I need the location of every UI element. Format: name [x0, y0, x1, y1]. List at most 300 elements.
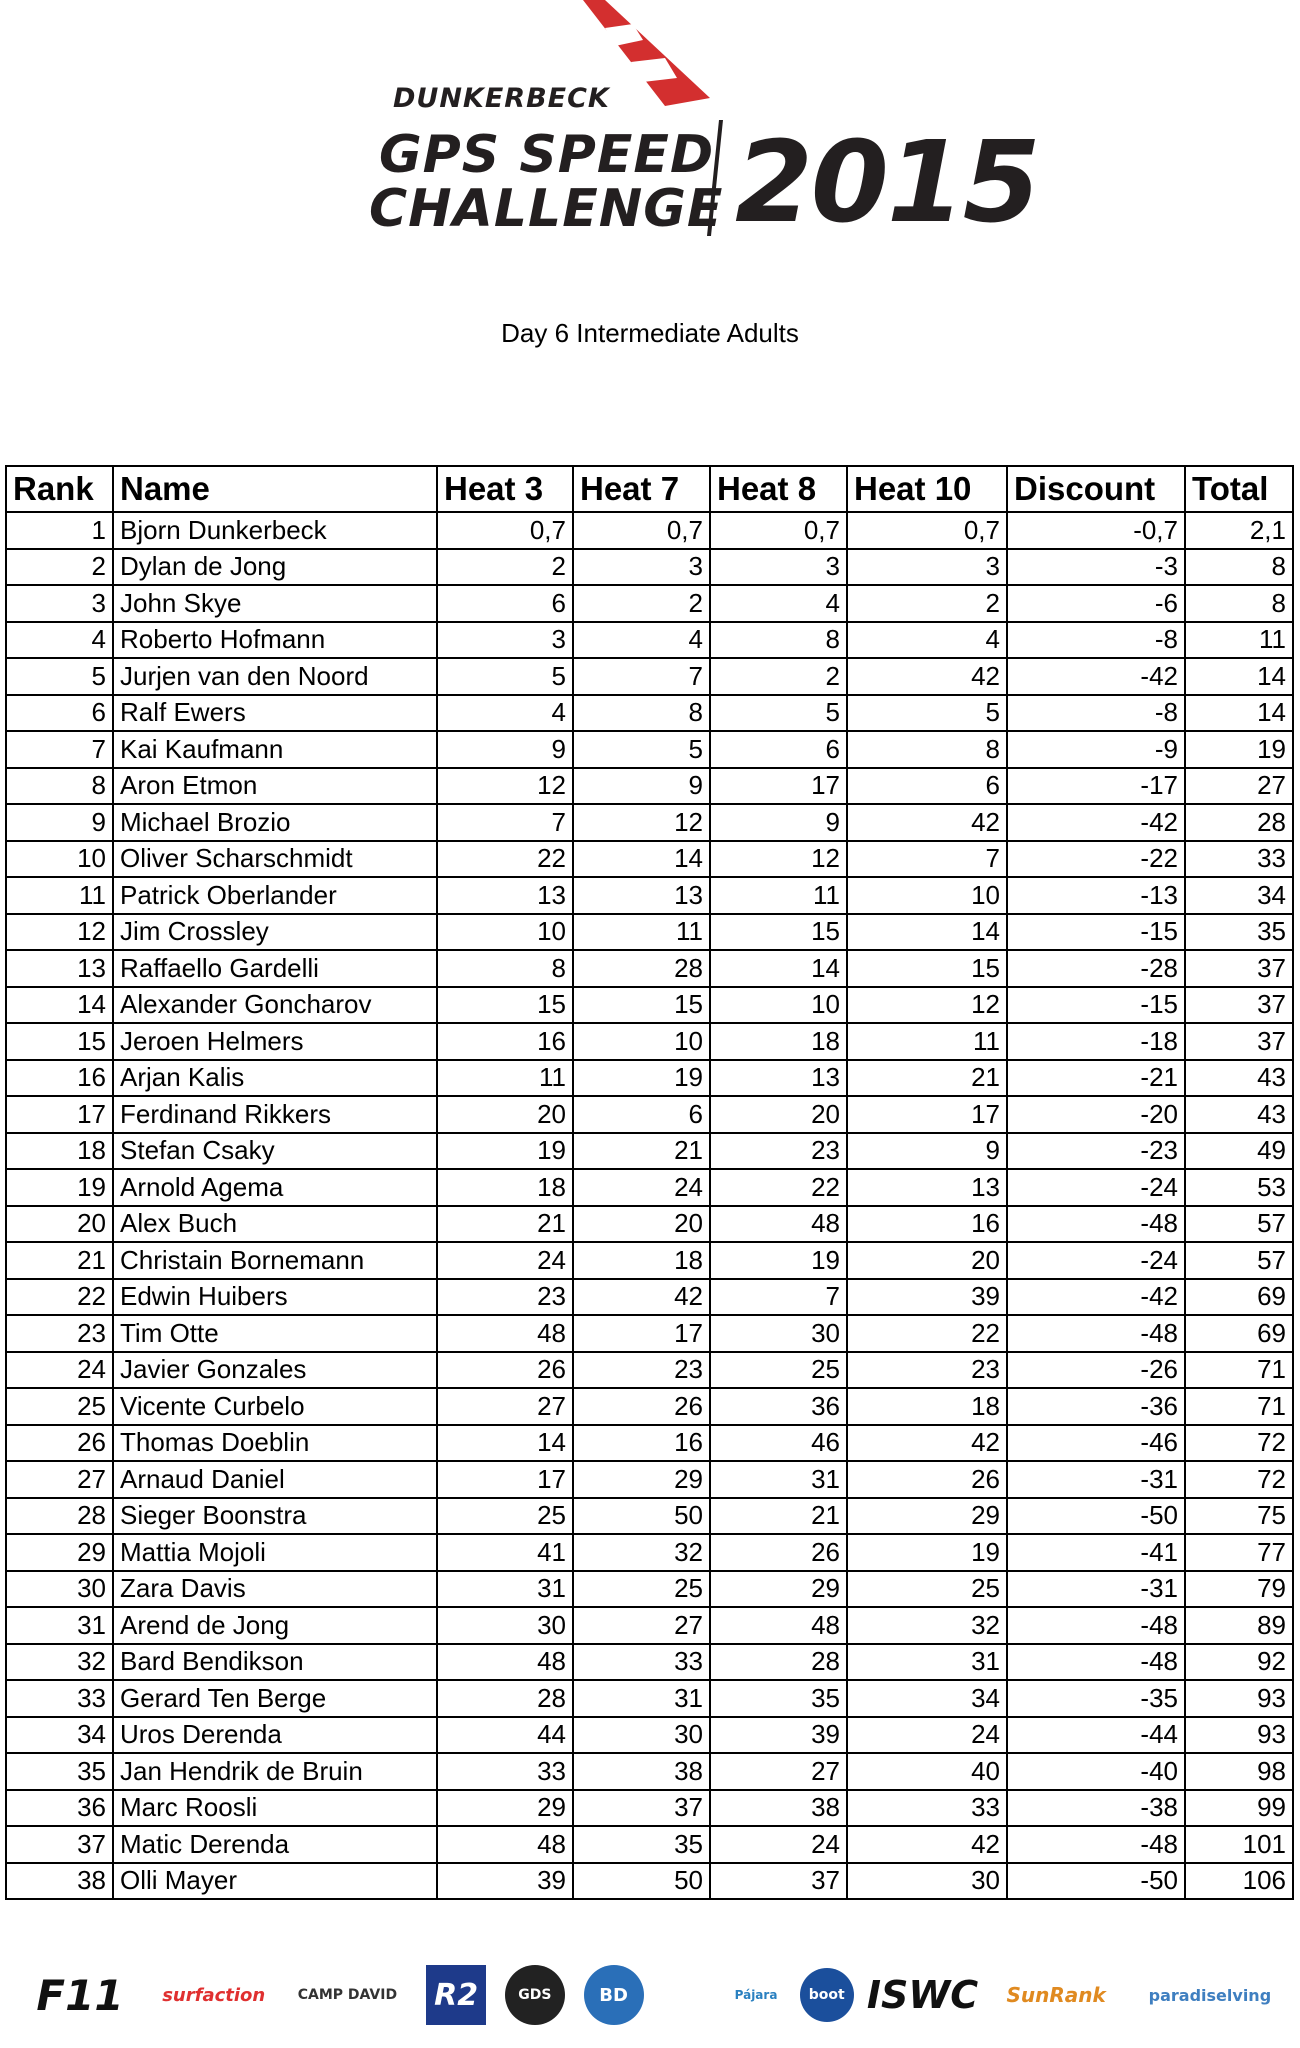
table-row [6, 1388, 1293, 1425]
table-row [6, 1534, 1293, 1571]
value-cell: 20 [573, 1206, 710, 1243]
value-cell: 26 [847, 1461, 1007, 1498]
table-row [6, 1023, 1293, 1060]
value-cell: 36 [6, 1790, 113, 1827]
value-cell: 1 [6, 512, 113, 549]
value-cell: 27 [573, 1607, 710, 1644]
bd-school-logo-icon: BD [584, 1965, 644, 2025]
value-cell: 7 [847, 841, 1007, 878]
value-cell: -15 [1007, 914, 1185, 951]
table-header-row [6, 466, 1293, 512]
value-cell: -42 [1007, 804, 1185, 841]
value-cell: 9 [847, 1133, 1007, 1170]
table-row [6, 1826, 1293, 1863]
pajara-logo-icon: Pájara [734, 1988, 778, 2002]
value-cell: -48 [1007, 1315, 1185, 1352]
name-cell: Ferdinand Rikkers [113, 1096, 437, 1133]
value-cell: 12 [847, 987, 1007, 1024]
value-cell: 26 [573, 1388, 710, 1425]
value-cell: 6 [710, 731, 847, 768]
value-cell: 5 [6, 658, 113, 695]
value-cell: 17 [710, 768, 847, 805]
value-cell: 8 [710, 622, 847, 659]
value-cell: 17 [847, 1096, 1007, 1133]
name-cell: Arnold Agema [113, 1169, 437, 1206]
name-cell: Olli Mayer [113, 1863, 437, 1900]
value-cell: 6 [6, 695, 113, 732]
value-cell: 32 [573, 1534, 710, 1571]
column-header: Discount [1007, 466, 1185, 512]
event-logo [365, 0, 1039, 250]
table-row [6, 804, 1293, 841]
name-cell: Marc Roosli [113, 1790, 437, 1827]
value-cell: -24 [1007, 1242, 1185, 1279]
value-cell: 21 [573, 1133, 710, 1170]
table-row [6, 877, 1293, 914]
value-cell: -38 [1007, 1790, 1185, 1827]
value-cell: -48 [1007, 1607, 1185, 1644]
value-cell: 20 [437, 1096, 573, 1133]
value-cell: -50 [1007, 1498, 1185, 1535]
value-cell: 89 [1185, 1607, 1293, 1644]
value-cell: 33 [1185, 841, 1293, 878]
table-row [6, 768, 1293, 805]
value-cell: 0,7 [710, 512, 847, 549]
value-cell: 53 [1185, 1169, 1293, 1206]
name-cell: Uros Derenda [113, 1717, 437, 1754]
sun-logo-icon: SunRank [1006, 1983, 1106, 2007]
table-row [6, 1060, 1293, 1097]
value-cell: 43 [1185, 1060, 1293, 1097]
value-cell: 48 [710, 1206, 847, 1243]
value-cell: 30 [573, 1717, 710, 1754]
value-cell: 11 [437, 1060, 573, 1097]
column-header: Heat 3 [437, 466, 573, 512]
table-row [6, 549, 1293, 586]
table-row [6, 731, 1293, 768]
value-cell: 3 [6, 585, 113, 622]
value-cell: -42 [1007, 658, 1185, 695]
value-cell: 26 [437, 1352, 573, 1389]
value-cell: 3 [847, 549, 1007, 586]
table-row [6, 1242, 1293, 1279]
value-cell: 24 [6, 1352, 113, 1389]
palm-logo-icon [662, 1970, 712, 2020]
table-row [6, 1644, 1293, 1681]
value-cell: 4 [710, 585, 847, 622]
value-cell: 0,7 [437, 512, 573, 549]
name-cell: Jan Hendrik de Bruin [113, 1753, 437, 1790]
value-cell: 9 [573, 768, 710, 805]
name-cell: Vicente Curbelo [113, 1388, 437, 1425]
value-cell: -46 [1007, 1425, 1185, 1462]
value-cell: 13 [573, 877, 710, 914]
value-cell: 37 [1185, 987, 1293, 1024]
value-cell: 5 [847, 695, 1007, 732]
value-cell: 28 [573, 950, 710, 987]
value-cell: 14 [1185, 695, 1293, 732]
value-cell: 40 [847, 1753, 1007, 1790]
value-cell: -8 [1007, 622, 1185, 659]
value-cell: 22 [847, 1315, 1007, 1352]
value-cell: 71 [1185, 1388, 1293, 1425]
name-cell: Sieger Boonstra [113, 1498, 437, 1535]
value-cell: 13 [6, 950, 113, 987]
value-cell: 39 [437, 1863, 573, 1900]
value-cell: 0,7 [847, 512, 1007, 549]
value-cell: 15 [847, 950, 1007, 987]
name-cell: Kai Kaufmann [113, 731, 437, 768]
value-cell: 4 [437, 695, 573, 732]
table-row [6, 1169, 1293, 1206]
value-cell: 6 [573, 1096, 710, 1133]
value-cell: -13 [1007, 877, 1185, 914]
table-row [6, 1279, 1293, 1316]
value-cell: 10 [573, 1023, 710, 1060]
name-cell: Jurjen van den Noord [113, 658, 437, 695]
column-header: Total [1185, 466, 1293, 512]
value-cell: 42 [847, 1826, 1007, 1863]
value-cell: 31 [437, 1571, 573, 1608]
value-cell: 93 [1185, 1680, 1293, 1717]
table-row [6, 1096, 1293, 1133]
value-cell: 38 [573, 1753, 710, 1790]
value-cell: 15 [6, 1023, 113, 1060]
name-cell: Ralf Ewers [113, 695, 437, 732]
table-row [6, 1498, 1293, 1535]
value-cell: 42 [573, 1279, 710, 1316]
value-cell: 37 [573, 1790, 710, 1827]
table-row [6, 1863, 1293, 1900]
value-cell: 28 [710, 1644, 847, 1681]
value-cell: -17 [1007, 768, 1185, 805]
value-cell: 38 [710, 1790, 847, 1827]
value-cell: 32 [847, 1607, 1007, 1644]
value-cell: 19 [847, 1534, 1007, 1571]
value-cell: -24 [1007, 1169, 1185, 1206]
value-cell: -42 [1007, 1279, 1185, 1316]
value-cell: 2 [437, 549, 573, 586]
value-cell: 7 [437, 804, 573, 841]
table-row [6, 1571, 1293, 1608]
value-cell: 35 [1185, 914, 1293, 951]
table-row [6, 1753, 1293, 1790]
value-cell: -9 [1007, 731, 1185, 768]
value-cell: 23 [437, 1279, 573, 1316]
name-cell: Gerard Ten Berge [113, 1680, 437, 1717]
value-cell: 50 [573, 1863, 710, 1900]
value-cell: 48 [437, 1826, 573, 1863]
value-cell: -20 [1007, 1096, 1185, 1133]
value-cell: 14 [437, 1425, 573, 1462]
value-cell: 42 [847, 804, 1007, 841]
value-cell: 29 [573, 1461, 710, 1498]
value-cell: 2 [847, 585, 1007, 622]
value-cell: -15 [1007, 987, 1185, 1024]
value-cell: 24 [710, 1826, 847, 1863]
value-cell: 14 [573, 841, 710, 878]
value-cell: 50 [573, 1498, 710, 1535]
value-cell: 48 [437, 1644, 573, 1681]
value-cell: 33 [6, 1680, 113, 1717]
value-cell: 4 [573, 622, 710, 659]
value-cell: 42 [847, 1425, 1007, 1462]
value-cell: 72 [1185, 1461, 1293, 1498]
value-cell: 39 [847, 1279, 1007, 1316]
value-cell: 2 [6, 549, 113, 586]
value-cell: 20 [710, 1096, 847, 1133]
value-cell: 16 [6, 1060, 113, 1097]
value-cell: 19 [1185, 731, 1293, 768]
value-cell: 8 [573, 695, 710, 732]
value-cell: 37 [6, 1826, 113, 1863]
name-cell: Jim Crossley [113, 914, 437, 951]
value-cell: 33 [437, 1753, 573, 1790]
value-cell: 29 [437, 1790, 573, 1827]
value-cell: 23 [710, 1133, 847, 1170]
results-table [5, 465, 1294, 1900]
table-row [6, 512, 1293, 549]
value-cell: 18 [710, 1023, 847, 1060]
value-cell: 30 [437, 1607, 573, 1644]
value-cell: 41 [437, 1534, 573, 1571]
value-cell: 28 [6, 1498, 113, 1535]
name-cell: Tim Otte [113, 1315, 437, 1352]
value-cell: 10 [847, 877, 1007, 914]
name-cell: Bard Bendikson [113, 1644, 437, 1681]
value-cell: 25 [573, 1571, 710, 1608]
value-cell: 9 [437, 731, 573, 768]
table-row [6, 622, 1293, 659]
value-cell: 15 [710, 914, 847, 951]
value-cell: 29 [710, 1571, 847, 1608]
value-cell: 44 [437, 1717, 573, 1754]
table-row [6, 585, 1293, 622]
value-cell: 26 [710, 1534, 847, 1571]
value-cell: 16 [847, 1206, 1007, 1243]
value-cell: -44 [1007, 1717, 1185, 1754]
name-cell: Matic Derenda [113, 1826, 437, 1863]
value-cell: 24 [437, 1242, 573, 1279]
value-cell: 49 [1185, 1133, 1293, 1170]
value-cell: -35 [1007, 1680, 1185, 1717]
table-row [6, 987, 1293, 1024]
value-cell: 37 [1185, 1023, 1293, 1060]
value-cell: 0,7 [573, 512, 710, 549]
value-cell: 37 [710, 1863, 847, 1900]
column-header: Heat 10 [847, 466, 1007, 512]
value-cell: 27 [6, 1461, 113, 1498]
table-body [6, 512, 1293, 1899]
value-cell: 46 [710, 1425, 847, 1462]
name-cell: Alexander Goncharov [113, 987, 437, 1024]
value-cell: 13 [437, 877, 573, 914]
value-cell: 34 [1185, 877, 1293, 914]
value-cell: 101 [1185, 1826, 1293, 1863]
value-cell: 9 [710, 804, 847, 841]
value-cell: 33 [573, 1644, 710, 1681]
value-cell: -21 [1007, 1060, 1185, 1097]
value-cell: 29 [847, 1498, 1007, 1535]
camp-david-logo-icon: CAMP DAVID [297, 1987, 398, 2003]
value-cell: 11 [710, 877, 847, 914]
value-cell: 37 [1185, 950, 1293, 987]
value-cell: -31 [1007, 1461, 1185, 1498]
name-cell: Arnaud Daniel [113, 1461, 437, 1498]
value-cell: 25 [6, 1388, 113, 1425]
value-cell: 106 [1185, 1863, 1293, 1900]
value-cell: 26 [6, 1425, 113, 1462]
value-cell: 31 [573, 1680, 710, 1717]
value-cell: 10 [6, 841, 113, 878]
value-cell: 2 [710, 658, 847, 695]
table-row [6, 1790, 1293, 1827]
value-cell: -8 [1007, 695, 1185, 732]
sponsor-bar [20, 1955, 1280, 2035]
value-cell: 11 [847, 1023, 1007, 1060]
value-cell: 34 [6, 1717, 113, 1754]
value-cell: 72 [1185, 1425, 1293, 1462]
value-cell: 31 [6, 1607, 113, 1644]
name-cell: Bjorn Dunkerbeck [113, 512, 437, 549]
logo-line-1: GPS SPEED [379, 125, 715, 185]
round-logo-icon: GDS [505, 1965, 565, 2025]
value-cell: 17 [573, 1315, 710, 1352]
page-subtitle: Day 6 Intermediate Adults [501, 318, 799, 348]
name-cell: Arend de Jong [113, 1607, 437, 1644]
value-cell: 10 [710, 987, 847, 1024]
value-cell: 32 [6, 1644, 113, 1681]
boot-logo-icon: boot [800, 1968, 854, 2022]
name-cell: Christain Bornemann [113, 1242, 437, 1279]
value-cell: 8 [6, 768, 113, 805]
value-cell: 13 [847, 1169, 1007, 1206]
value-cell: 15 [437, 987, 573, 1024]
value-cell: -28 [1007, 950, 1185, 987]
value-cell: 79 [1185, 1571, 1293, 1608]
logo-year: 2015 [735, 118, 1039, 248]
value-cell: 19 [437, 1133, 573, 1170]
value-cell: -48 [1007, 1644, 1185, 1681]
table-row [6, 658, 1293, 695]
value-cell: 39 [710, 1717, 847, 1754]
name-cell: Stefan Csaky [113, 1133, 437, 1170]
value-cell: 4 [847, 622, 1007, 659]
value-cell: -48 [1007, 1826, 1185, 1863]
value-cell: 22 [710, 1169, 847, 1206]
value-cell: 24 [847, 1717, 1007, 1754]
name-cell: Aron Etmon [113, 768, 437, 805]
value-cell: 20 [6, 1206, 113, 1243]
value-cell: -41 [1007, 1534, 1185, 1571]
value-cell: 75 [1185, 1498, 1293, 1535]
value-cell: 99 [1185, 1790, 1293, 1827]
value-cell: 6 [847, 768, 1007, 805]
value-cell: 12 [6, 914, 113, 951]
value-cell: 48 [437, 1315, 573, 1352]
value-cell: 31 [710, 1461, 847, 1498]
value-cell: 77 [1185, 1534, 1293, 1571]
value-cell: 27 [437, 1388, 573, 1425]
value-cell: 15 [573, 987, 710, 1024]
value-cell: 18 [437, 1169, 573, 1206]
value-cell: 28 [437, 1680, 573, 1717]
value-cell: -22 [1007, 841, 1185, 878]
value-cell: 34 [847, 1680, 1007, 1717]
table-row [6, 695, 1293, 732]
value-cell: 24 [573, 1169, 710, 1206]
value-cell: 93 [1185, 1717, 1293, 1754]
value-cell: 25 [710, 1352, 847, 1389]
value-cell: 7 [6, 731, 113, 768]
value-cell: 17 [437, 1461, 573, 1498]
table-row [6, 1607, 1293, 1644]
value-cell: 92 [1185, 1644, 1293, 1681]
value-cell: 30 [710, 1315, 847, 1352]
column-header: Heat 7 [573, 466, 710, 512]
value-cell: 21 [437, 1206, 573, 1243]
value-cell: 69 [1185, 1279, 1293, 1316]
name-cell: Thomas Doeblin [113, 1425, 437, 1462]
table-row [6, 1315, 1293, 1352]
value-cell: 35 [573, 1826, 710, 1863]
value-cell: 17 [6, 1096, 113, 1133]
value-cell: 16 [437, 1023, 573, 1060]
value-cell: 18 [573, 1242, 710, 1279]
name-cell: Arjan Kalis [113, 1060, 437, 1097]
value-cell: 3 [710, 549, 847, 586]
value-cell: 33 [847, 1790, 1007, 1827]
name-cell: Michael Brozio [113, 804, 437, 841]
table-row [6, 1461, 1293, 1498]
value-cell: 8 [847, 731, 1007, 768]
value-cell: 3 [573, 549, 710, 586]
value-cell: -31 [1007, 1571, 1185, 1608]
value-cell: 5 [710, 695, 847, 732]
value-cell: 18 [847, 1388, 1007, 1425]
value-cell: -26 [1007, 1352, 1185, 1389]
value-cell: 25 [437, 1498, 573, 1535]
table-row [6, 1133, 1293, 1170]
value-cell: 12 [573, 804, 710, 841]
name-cell: Dylan de Jong [113, 549, 437, 586]
value-cell: 21 [710, 1498, 847, 1535]
value-cell: 20 [847, 1242, 1007, 1279]
value-cell: 43 [1185, 1096, 1293, 1133]
value-cell: 98 [1185, 1753, 1293, 1790]
value-cell: 57 [1185, 1206, 1293, 1243]
value-cell: 9 [6, 804, 113, 841]
value-cell: 13 [710, 1060, 847, 1097]
value-cell: 6 [437, 585, 573, 622]
name-cell: Jeroen Helmers [113, 1023, 437, 1060]
value-cell: 2,1 [1185, 512, 1293, 549]
value-cell: -23 [1007, 1133, 1185, 1170]
value-cell: -18 [1007, 1023, 1185, 1060]
paradise-logo-icon: paradiselving [1148, 1985, 1272, 2005]
logo-line-2: CHALLENGE [369, 179, 724, 239]
logo-divider [705, 120, 725, 240]
logo-brand: DUNKERBECK [393, 83, 610, 114]
value-cell: 69 [1185, 1315, 1293, 1352]
value-cell: 5 [437, 658, 573, 695]
value-cell: 71 [1185, 1352, 1293, 1389]
value-cell: 42 [847, 658, 1007, 695]
value-cell: -36 [1007, 1388, 1185, 1425]
name-cell: Raffaello Gardelli [113, 950, 437, 987]
value-cell: 4 [6, 622, 113, 659]
surfaction-logo-icon: surfaction [162, 1984, 266, 2006]
